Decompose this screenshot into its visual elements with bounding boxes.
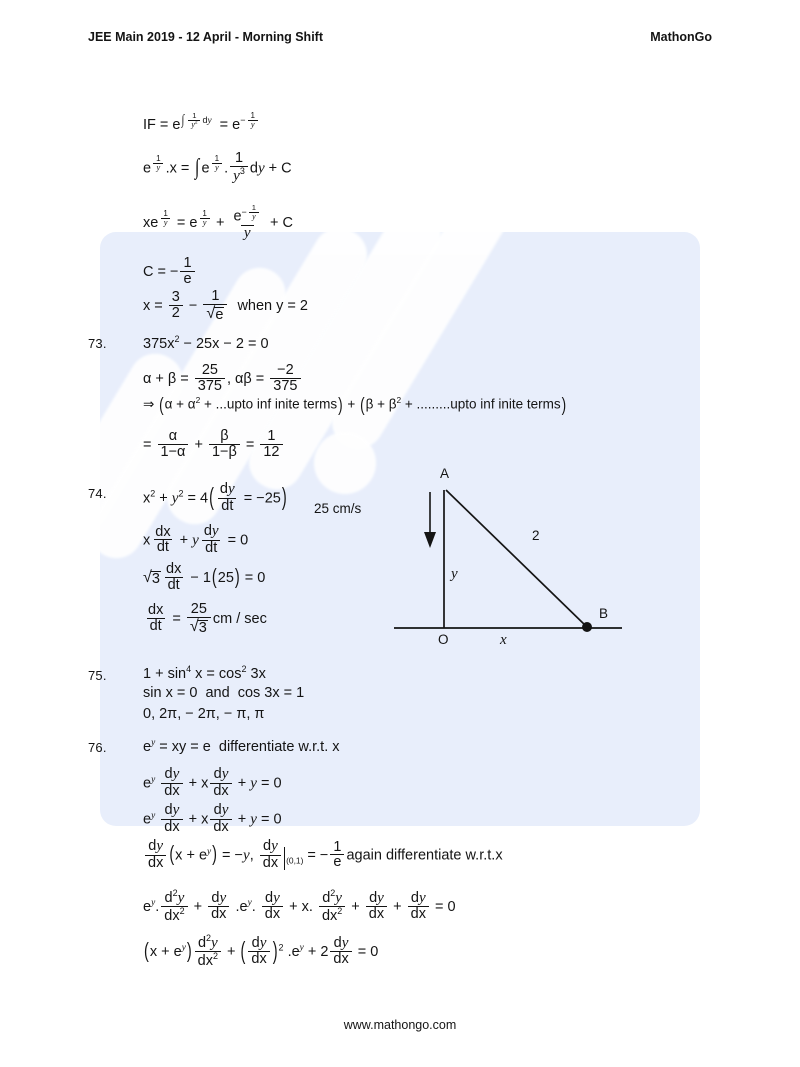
- q76-evaluation-point: (0,1): [286, 855, 304, 866]
- solution-line-if: IF = e $^{\int \frac{1}{y^2} dy} = e^{- \frac{1}{y}}$: [143, 112, 260, 133]
- hypotenuse-line: [446, 490, 587, 627]
- q75-line-2: sin x = 0 and cos 3x = 1: [143, 685, 305, 701]
- diagram-label-o: O: [438, 632, 449, 647]
- q76-line-6: $(x + e^y)$ $\frac{d^2y}{dx^2}$ + ( $\frac{dy}{dx}$ )$^2$ $.e^y + 2$ $\frac{dy}{dx}$ = 0: [144, 933, 379, 970]
- q74-line-1: $x^2 + y^2 = 4$( $\frac{dy}{dt}$ = −25): [143, 481, 287, 514]
- q73-line-1: $375x^2 - 25x - 2 = 0$: [143, 334, 269, 352]
- solution-line-ef: e $^{\frac{1}{y}}$ .x = ∫ e $^{\frac{1}{y}}$ . $\frac{1}{y^3}$ dy + C: [143, 150, 292, 184]
- diagram-label-b: B: [599, 606, 609, 621]
- q73-line-4: = $\frac{\alpha}{1-\alpha}$ + $\frac{\beta}{1-\beta}$ = $\frac{1}{12}$: [143, 430, 285, 461]
- q75-line-3: 0, 2π, − 2π, − π, π: [143, 706, 265, 722]
- q76-line-4: $\frac{dy}{dx}$ $(x + e^y) = -y$, $\frac{dy}{dx}$ $_{(0,1)}$ = − $\frac{1}{e}$ again differentiate w.r.t.x: [143, 840, 503, 871]
- q76-line-1: $e^y$ = xy = e differentiate w.r.t. x: [143, 738, 340, 755]
- triangle-diagram-svg: [372, 470, 632, 650]
- question-number-74: 74.: [88, 486, 107, 501]
- q74-line-3: √3 $\frac{dx}{dt}$ − 1(25) = 0: [143, 561, 266, 594]
- q74-line-2: x $\frac{dx}{dt}$ + y $\frac{dy}{dt}$ = 0: [143, 523, 249, 556]
- question-number-75: 75.: [88, 668, 107, 683]
- solution-line-xe: xe $^{\frac{1}{y}}$ = e $^{\frac{1}{y}}$ + $e^{- \frac{1}{y}}$ y + C: [143, 202, 294, 241]
- q76-line-5: $e^y$. $\frac{d^2y}{dx^2}$ + $\frac{dy}{dx}$ $.e^y$. $\frac{dy}{dx}$ + x. $\frac{d^2y}{dx^2}$ + $\frac{dy}{dx}$ + $\frac{dy}{dx}$ = 0: [143, 888, 456, 925]
- diagram-label-a: A: [440, 466, 450, 481]
- velocity-arrow-head: [424, 532, 436, 548]
- footer-url: www.mathongo.com: [343, 1018, 457, 1032]
- highlight-line-x: x = $\frac{3}{2}$ − $\frac{1}{√e}$ when y = 2: [143, 288, 308, 324]
- q75-line-1: $1 + \sin^4 x = \cos^2 3x$: [143, 664, 266, 682]
- q76-line-3: $e^y$ $\frac{dy}{dx}$ + x $\frac{dy}{dx}$ + y = 0: [143, 802, 282, 835]
- page-footer: [0, 1018, 800, 1032]
- question-number-73: 73.: [88, 336, 107, 351]
- q73-line-3: ⇒ ($\alpha + \alpha^2$ + ...upto inf inite terms) + ($\beta + \beta^2$ + .........upto inf inite terms): [143, 393, 567, 415]
- highlight-when-text: when y = 2: [237, 298, 308, 315]
- exam-title: JEE Main 2019 - 12 April - Morning Shift: [88, 30, 323, 44]
- brand-label: MathonGo: [650, 30, 712, 44]
- diagram-label-x: x: [500, 632, 507, 648]
- diagram-velocity-label: 25 cm/s: [314, 501, 362, 516]
- highlight-line-c: C = − $\frac{1}{e}$: [143, 257, 197, 288]
- question-number-76: 76.: [88, 740, 107, 755]
- diagram-label-hypotenuse: 2: [532, 528, 540, 543]
- q74-line-4: $\frac{dx}{dt}$ = $\frac{25}{√3}$ cm / sec: [148, 601, 267, 637]
- triangle-diagram: [314, 466, 632, 650]
- point-b-dot: [582, 622, 592, 632]
- q73-line-2: α + β = $\frac{25}{375}$ , αβ = $\frac{-2}{375}$: [143, 364, 303, 395]
- q76-line-2: $e^y$ $\frac{dy}{dx}$ + x $\frac{dy}{dx}$ + y = 0: [143, 766, 282, 799]
- diagram-label-y: y: [451, 566, 458, 582]
